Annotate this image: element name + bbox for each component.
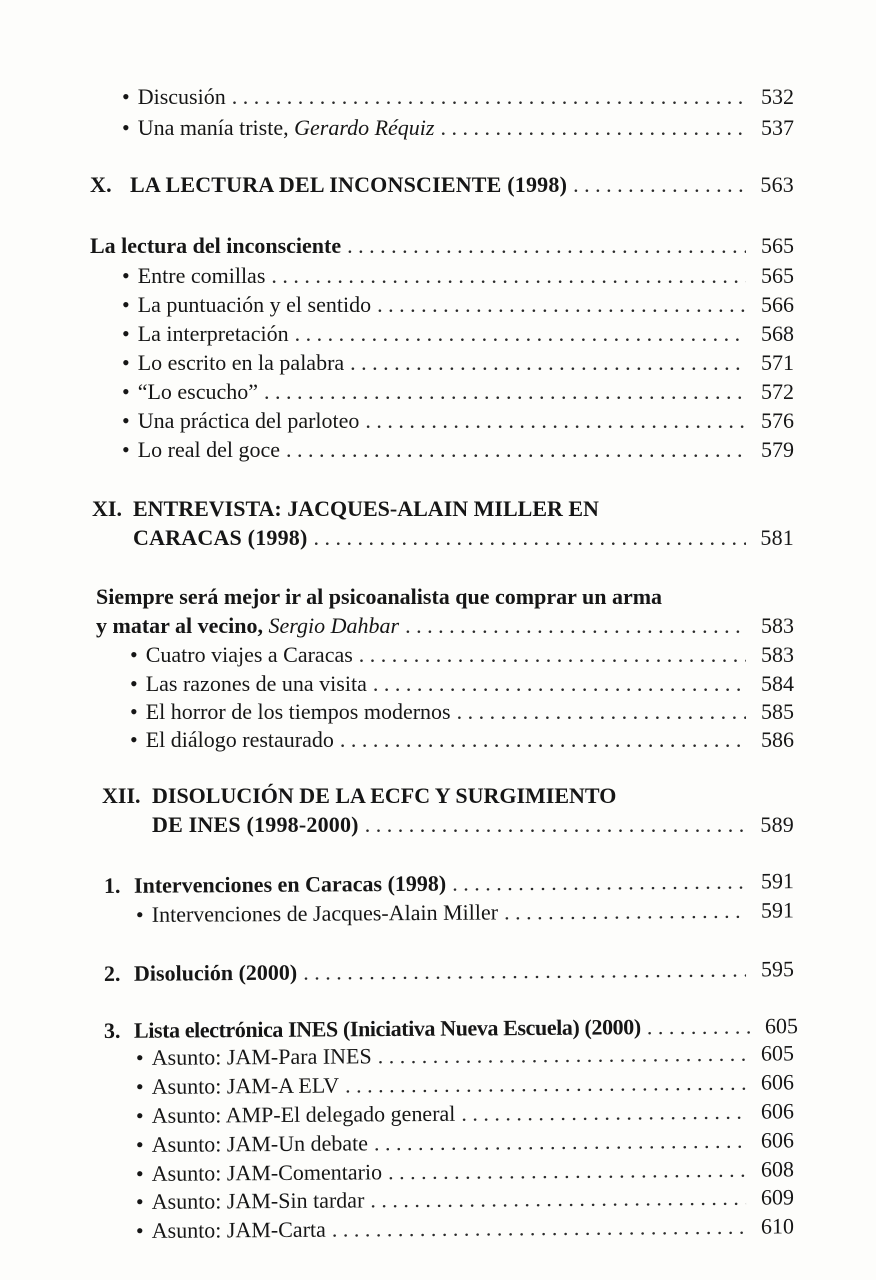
entry-title: Disolución (2000) xyxy=(133,959,298,986)
page-number: 583 xyxy=(761,642,794,667)
section-title-continued: CARACAS (1998) xyxy=(133,525,308,550)
section-title: LA LECTURA DEL INCONSCIENTE (1998) xyxy=(130,172,568,197)
entry-label: “Lo escucho” xyxy=(137,379,259,404)
toc-entry xyxy=(122,437,794,463)
toc-entry xyxy=(136,1040,794,1071)
bullet-icon: • xyxy=(135,1102,144,1128)
page-number: 579 xyxy=(761,437,794,462)
entry-label: Intervenciones de Jacques-Alain Miller xyxy=(151,899,499,927)
entry-label: Una práctica del parloteo xyxy=(137,408,360,433)
toc-entry xyxy=(122,321,794,347)
page-number: 606 xyxy=(760,1127,795,1153)
entry-label: Lo escrito en la palabra xyxy=(137,350,345,375)
bullet-icon: • xyxy=(135,1188,144,1214)
page-number: 591 xyxy=(760,868,795,894)
entry-label: Asunto: AMP-El delegado general xyxy=(151,1100,456,1128)
bullet-icon: • xyxy=(122,379,130,404)
chapter-entry xyxy=(96,613,794,639)
leader-dots xyxy=(440,115,746,141)
chapter-author: Sergio Dahbar xyxy=(268,613,400,638)
bullet-icon: • xyxy=(130,699,138,724)
page-number: 537 xyxy=(761,115,794,140)
bullet-icon: • xyxy=(122,115,130,140)
bullet-icon: • xyxy=(130,727,138,752)
leader-dots xyxy=(332,1214,746,1243)
section-number: XI. xyxy=(92,496,122,521)
entry-label: Asunto: JAM-Carta xyxy=(151,1216,326,1243)
page-number: 576 xyxy=(761,408,794,433)
toc-entry xyxy=(122,408,794,434)
leader-dots xyxy=(647,1013,750,1040)
bullet-icon: • xyxy=(135,901,144,927)
section-number: X. xyxy=(90,172,112,197)
leader-dots xyxy=(295,321,746,347)
entry-label: El horror de los tiempos modernos xyxy=(145,699,451,724)
leader-dots xyxy=(232,84,746,110)
entry-author: Gerardo Réquiz xyxy=(294,115,435,140)
page-number: 572 xyxy=(761,379,794,404)
leader-dots xyxy=(303,957,746,986)
bullet-icon: • xyxy=(135,1217,144,1243)
page-number: 568 xyxy=(761,321,794,346)
page-number: 532 xyxy=(761,84,794,109)
bullet-icon: • xyxy=(122,263,130,288)
page-number: 609 xyxy=(760,1184,795,1210)
bullet-icon: • xyxy=(122,84,130,109)
toc-entry xyxy=(136,1069,794,1100)
leader-dots xyxy=(373,671,746,697)
bullet-icon: • xyxy=(130,671,138,696)
toc-entry xyxy=(122,292,794,318)
entry-label: Asunto: JAM-A ELV xyxy=(151,1072,340,1099)
numbered-entry xyxy=(104,1013,798,1044)
entry-number: 3. xyxy=(103,1017,121,1043)
toc-entry xyxy=(122,350,794,376)
section-title-continued: DE INES (1998-2000) xyxy=(152,812,359,837)
page-number: 581 xyxy=(760,525,794,550)
page-number: 566 xyxy=(761,292,794,317)
entry-label xyxy=(138,115,435,141)
toc-entry xyxy=(136,1156,794,1187)
toc-entry xyxy=(136,1213,794,1244)
section-title: ENTREVISTA: JACQUES-ALAIN MILLER EN xyxy=(133,496,599,521)
leader-dots xyxy=(347,233,746,259)
bullet-icon: • xyxy=(135,1044,144,1070)
leader-dots xyxy=(345,1070,746,1099)
toc-entry xyxy=(122,84,794,110)
page-number: 565 xyxy=(761,263,794,288)
leader-dots xyxy=(573,172,746,198)
leader-dots xyxy=(377,292,746,318)
page-number: 610 xyxy=(760,1213,795,1239)
section-title: DISOLUCIÓN DE LA ECFC Y SURGIMIENTO xyxy=(152,783,617,808)
bullet-icon: • xyxy=(135,1073,144,1099)
leader-dots xyxy=(359,642,746,668)
entry-label: Entre comillas xyxy=(137,263,266,288)
entry-title: Intervenciones en Caracas (1998) xyxy=(133,870,447,898)
toc-entry xyxy=(136,897,794,928)
leader-dots xyxy=(457,699,746,725)
toc-entry xyxy=(130,727,794,753)
page-number: 585 xyxy=(761,699,794,724)
entry-label: La puntuación y el sentido xyxy=(137,292,372,317)
toc-entry xyxy=(130,671,794,697)
toc-entry xyxy=(130,642,794,668)
entry-label: Asunto: JAM-Comentario xyxy=(151,1159,383,1186)
page-number: 605 xyxy=(764,1013,799,1039)
leader-dots xyxy=(370,1185,746,1214)
entry-label: Asunto: JAM-Para INES xyxy=(151,1043,372,1070)
page-number: 595 xyxy=(760,956,795,982)
entry-label: Discusión xyxy=(137,84,226,109)
section-heading xyxy=(90,172,794,198)
toc-entry xyxy=(122,115,794,141)
section-heading xyxy=(152,812,794,838)
bullet-icon: • xyxy=(122,408,130,433)
page-number: 606 xyxy=(760,1069,795,1095)
page-number: 565 xyxy=(761,233,794,258)
leader-dots xyxy=(374,1128,746,1157)
entry-title: Lista electrónica INES (Iniciativa Nueva Escuela) (2000) xyxy=(133,1014,641,1043)
entry-label: Lo real del goce xyxy=(137,437,281,462)
entry-number: 2. xyxy=(103,960,121,986)
leader-dots xyxy=(271,263,746,289)
entry-number: 1. xyxy=(103,872,121,898)
page-number: 571 xyxy=(761,350,794,375)
page-number: 605 xyxy=(760,1040,795,1066)
bullet-icon: • xyxy=(130,642,138,667)
page-number: 608 xyxy=(760,1156,795,1182)
page-number: 589 xyxy=(760,812,794,837)
entry-label: La interpretación xyxy=(137,321,289,346)
leader-dots xyxy=(264,379,746,405)
chapter-title: Siempre será mejor ir al psicoanalista que comprar un arma xyxy=(96,584,663,609)
bullet-icon: • xyxy=(122,437,130,462)
section-heading xyxy=(133,525,794,551)
toc-entry xyxy=(136,1127,794,1158)
bullet-icon: • xyxy=(135,1160,144,1186)
page-number: 583 xyxy=(761,613,794,638)
page-number: 586 xyxy=(761,727,794,752)
toc-entry xyxy=(136,1098,794,1129)
bullet-icon: • xyxy=(122,321,130,346)
page-number: 584 xyxy=(761,671,794,696)
bullet-icon: • xyxy=(122,350,130,375)
entry-title: Una manía triste, xyxy=(137,115,295,140)
page-number: 606 xyxy=(760,1098,795,1124)
entry-label: Cuatro viajes a Caracas xyxy=(145,642,353,667)
bullet-icon: • xyxy=(122,292,130,317)
leader-dots xyxy=(504,898,746,926)
leader-dots xyxy=(452,869,746,897)
leader-dots xyxy=(365,812,746,838)
leader-dots xyxy=(378,1041,746,1070)
leader-dots xyxy=(461,1099,746,1127)
toc-entry xyxy=(130,699,794,725)
numbered-entry xyxy=(104,956,794,987)
bullet-icon: • xyxy=(135,1131,144,1157)
entry-label: Asunto: JAM-Un debate xyxy=(151,1130,369,1157)
chapter-title: La lectura del inconsciente xyxy=(90,233,342,258)
page-number: 563 xyxy=(760,172,794,197)
leader-dots xyxy=(405,613,746,639)
toc-entry xyxy=(122,379,794,405)
chapter-entry xyxy=(90,233,794,259)
leader-dots xyxy=(388,1157,746,1185)
numbered-entry xyxy=(104,868,794,899)
leader-dots xyxy=(286,437,746,463)
entry-label: El diálogo restaurado xyxy=(145,727,334,752)
entry-label: Las razones de una visita xyxy=(145,671,367,696)
page-number: 591 xyxy=(760,897,795,923)
leader-dots xyxy=(340,727,746,753)
leader-dots xyxy=(350,350,746,376)
chapter-title-continued xyxy=(96,613,399,639)
entry-label: Asunto: JAM-Sin tardar xyxy=(151,1187,365,1214)
section-number: XII. xyxy=(102,783,141,808)
leader-dots xyxy=(365,408,746,434)
toc-entry xyxy=(136,1184,794,1215)
leader-dots xyxy=(314,525,746,551)
chapter-title-text: y matar al vecino, xyxy=(96,613,269,638)
toc-entry xyxy=(122,263,794,289)
